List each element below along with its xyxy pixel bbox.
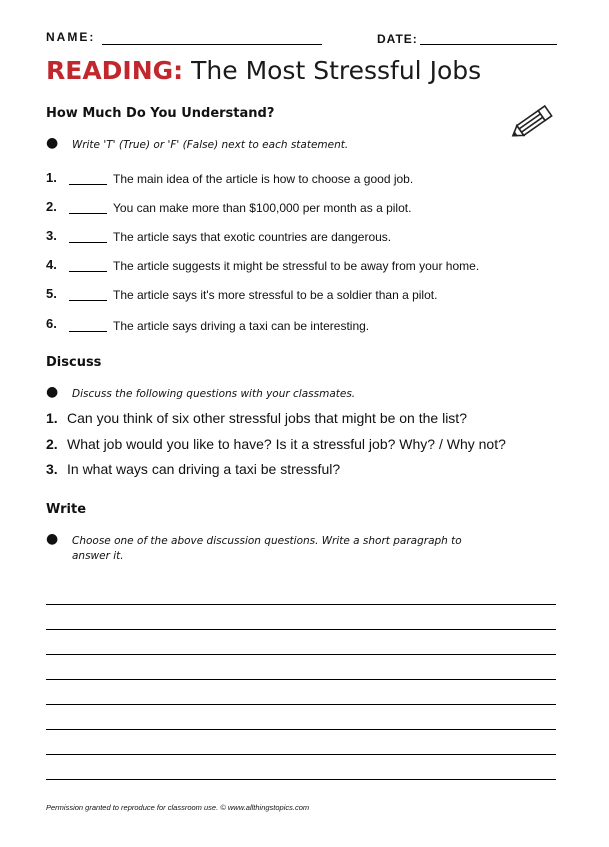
title-rest: The Most Stressful Jobs	[191, 56, 482, 85]
tf-answer-blank[interactable]	[69, 213, 107, 214]
understand-heading: How Much Do You Understand?	[46, 106, 275, 121]
writing-line[interactable]	[46, 679, 556, 680]
discuss-item-number: 2.	[46, 436, 58, 452]
name-label: NAME:	[46, 30, 96, 44]
writing-line[interactable]	[46, 704, 556, 705]
date-field[interactable]	[420, 44, 557, 45]
pencil-icon	[506, 100, 556, 146]
discuss-item-text: In what ways can driving a taxi be stressful?	[67, 461, 341, 477]
tf-item-number: 4.	[46, 257, 57, 272]
writing-line[interactable]	[46, 729, 556, 730]
bullet-icon: ●	[46, 384, 59, 400]
tf-item-text: The article says driving a taxi can be interesting.	[113, 319, 370, 333]
discuss-item-text: Can you think of six other stressful jobs that might be on the list?	[67, 410, 467, 426]
tf-item-text: The article says it's more stressful to be a soldier than a pilot.	[113, 288, 438, 302]
discuss-item-text: What job would you like to have? Is it a stressful job? Why? / Why not?	[67, 436, 506, 452]
tf-item-text: You can make more than $100,000 per month as a pilot.	[113, 201, 412, 215]
tf-item-text: The article suggests it might be stressful to be away from your home.	[113, 259, 480, 273]
tf-answer-blank[interactable]	[69, 242, 107, 243]
tf-answer-blank[interactable]	[69, 331, 107, 332]
footer-permission: Permission granted to reproduce for classroom use. © www.allthingstopics.com	[46, 803, 310, 812]
discuss-item-number: 1.	[46, 410, 58, 426]
tf-item-number: 1.	[46, 170, 57, 185]
writing-line[interactable]	[46, 604, 556, 605]
tf-item-text: The article says that exotic countries are dangerous.	[113, 230, 392, 244]
tf-item-number: 6.	[46, 316, 57, 331]
tf-item-text: The main idea of the article is how to choose a good job.	[113, 172, 414, 186]
name-field[interactable]	[102, 44, 322, 45]
bullet-icon: ●	[46, 135, 59, 151]
tf-answer-blank[interactable]	[69, 184, 107, 185]
tf-answer-blank[interactable]	[69, 300, 107, 301]
writing-line[interactable]	[46, 654, 556, 655]
bullet-icon: ●	[46, 531, 59, 547]
title-accent: READING:	[46, 56, 184, 85]
tf-item-number: 2.	[46, 199, 57, 214]
write-instruction-line2: answer it.	[72, 550, 124, 562]
tf-answer-blank[interactable]	[69, 271, 107, 272]
write-instruction-line1: Choose one of the above discussion questions. Write a short paragraph to	[72, 535, 462, 547]
discuss-instruction: Discuss the following questions with your classmates.	[72, 388, 356, 400]
write-heading: Write	[46, 502, 87, 517]
writing-line[interactable]	[46, 629, 556, 630]
discuss-item-number: 3.	[46, 461, 58, 477]
page-title	[46, 56, 481, 86]
discuss-heading: Discuss	[46, 355, 102, 370]
writing-line[interactable]	[46, 779, 556, 780]
tf-item-number: 3.	[46, 228, 57, 243]
tf-item-number: 5.	[46, 286, 57, 301]
date-label: DATE:	[377, 32, 418, 46]
writing-line[interactable]	[46, 754, 556, 755]
understand-instruction: Write 'T' (True) or 'F' (False) next to each statement.	[72, 139, 349, 151]
